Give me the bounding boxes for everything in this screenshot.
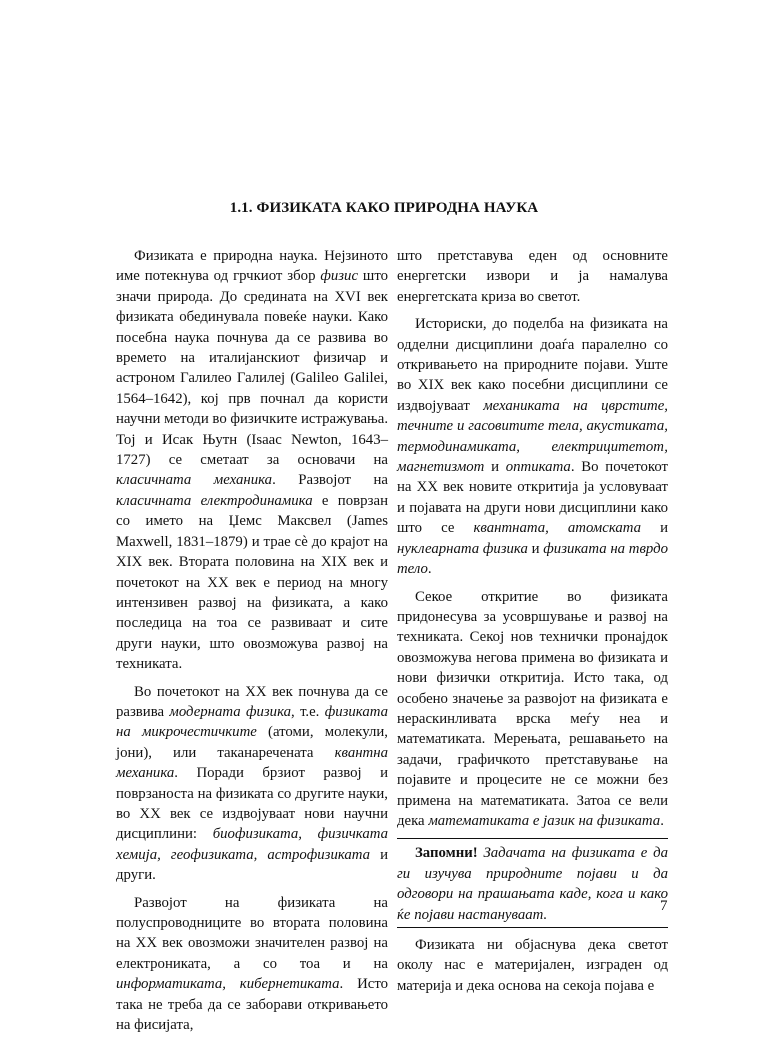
note-text: Задачата на физиката е да ги изучува природните појави и да одговори на прашањата каде, кога и како ќе појави настануваат. — [397, 845, 668, 923]
remember-note — [397, 838, 668, 928]
paragraph: Историски, до поделба на физиката на одделни дисциплини доаѓа паралелно со откривањето на природните појави. Уште во XIX век како посебни дисциплини се издвојуваат механиката на цврстите, течните и гасовитите тела, акустиката, термодинамиката, електрицитетот, магнетизмот и оптиката. Во почетокот на XX век новите откритија ја условуваат и појавата на други нови дисциплини како што се квантната, атомската и нуклеарната физика и физиката на тврдо тело. — [397, 316, 668, 578]
note-label: Запомни! — [415, 845, 478, 862]
paragraph: Физиката ни објаснува дека светот околу нас е материјален, изграден од материја и дека основа на секоја појава е — [397, 937, 668, 994]
paragraph: Секое откритие во физиката придонесува за усовршување и развој на техниката. Секој нов технички пронајдок овозможува негова примена во физиката и нови физички откритија. Исто така, од особено значење за развојот на физиката е нераскинливата врска меѓу неа и математиката. Мерењата, решавањето на задачи, графичкото претставување на појавите и процесите не се можни без примена на математиката. Затоа се вели дека математиката е јазик на физиката. — [397, 588, 668, 829]
page-number: 7 — [660, 898, 668, 914]
paragraph: Во почетокот на XX век почнува да се развива модерната физика, т.е. физиката на микрочестичките (атоми, молекули, јони), или таканаречената квантна механика. Поради брзиот развој и поврзаноста на физиката со другите науки, во XX век се издвојуваат нови научни дисциплини: биофизиката, физичката хемија, геофизиката, астрофизиката и други. — [116, 683, 389, 884]
paragraph: Физиката е природна наука. Нејзиното име потекнува од грчкиот збор физис што значи природа. До средината на XVI век физиката обединувала повеќе науки. Како посебна наука почнува да се развива во времето на италијанскиот физичар и астроном Галилео Галилеј (Galileo Galilei, 1564–1642), кој прв почнал да користи научни методи во физичките истражувања. Тој и Исак Њутн (Isaac Newton, 1643–1727) се сметаат за основачи на класичната механика. Развојот на класичната електродинамика е поврзан со името на Џемс Максвел (James Maxwell, 1831–1879) и трае сè до крајот на XIX век. Втората половина на XIX век и почетокот на XX век е период на многу интензивен развој на физиката, а како последица на тоа се развиваат и сите други науки, што овозможува развој на техниката. — [116, 248, 389, 673]
section-title: 1.1. ФИЗИКАТА КАКО ПРИРОДНА НАУКА — [229, 200, 539, 216]
right-column — [397, 246, 668, 1003]
paragraph: што претставува еден од основните енергетски извори и ја намалува енергетската криза во светот. — [397, 248, 668, 305]
paragraph: Развојот на физиката на полуспроводниците во втората половина на XX век овозможи значителен развој на електрониката, а со тоа и на информатиката, кибернетиката. Исто така не треба да се заборави откривањето на фисијата, — [116, 894, 388, 1034]
left-column — [116, 246, 388, 1042]
